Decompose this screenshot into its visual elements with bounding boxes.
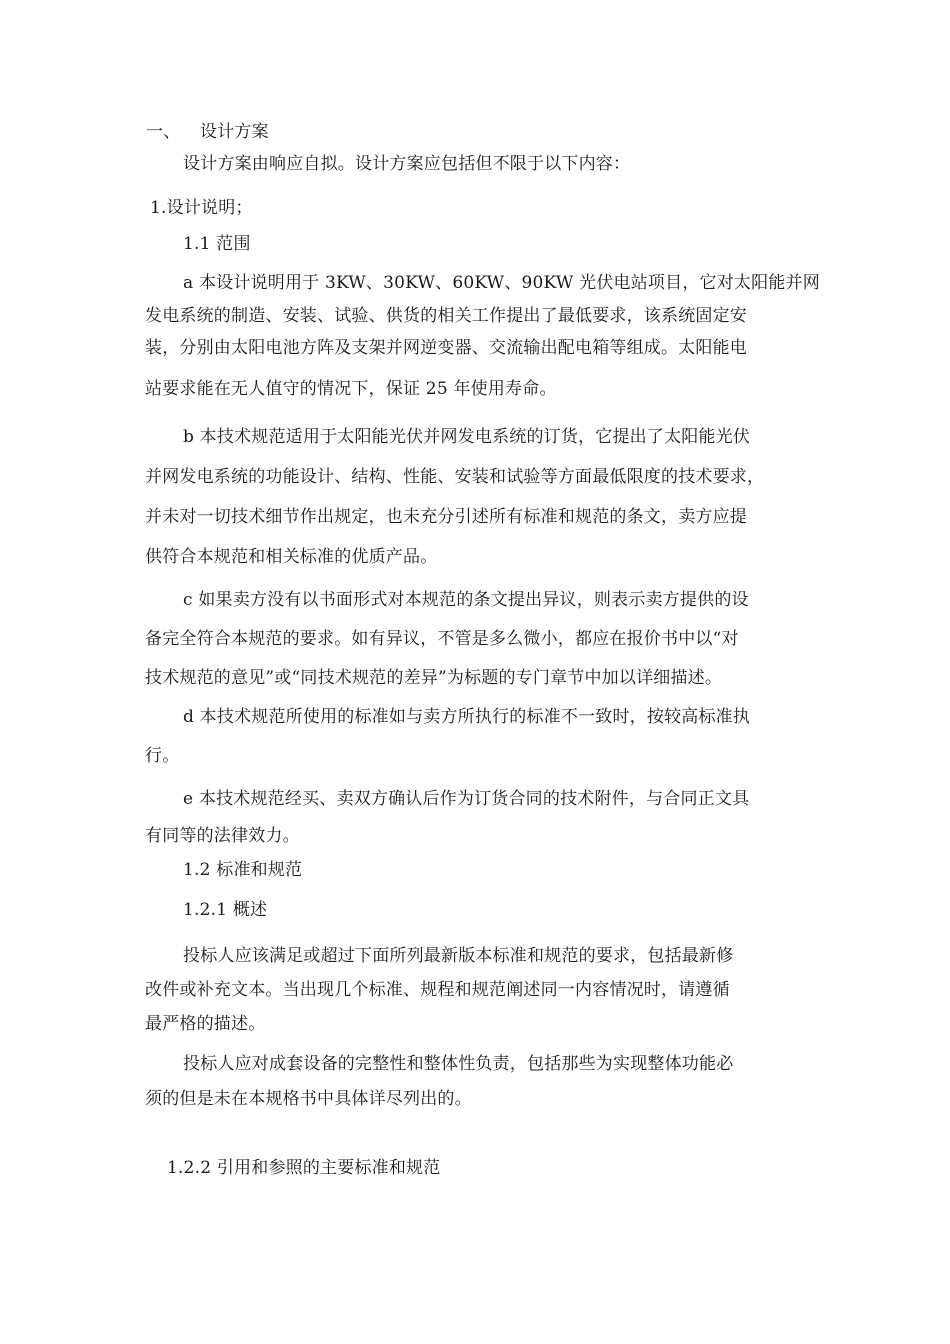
intro-text: 设计方案由响应自拟。设计方案应包括但不限于以下内容： — [183, 154, 631, 174]
section-heading — [146, 120, 269, 144]
paragraph-line: 行。 — [145, 746, 180, 766]
paragraph-line: 改件或补充文本。当出现几个标准、规程和规范阐述同一内容情况时，请遵循 — [145, 980, 730, 1000]
paragraph-line: 发电系统的制造、安装、试验、供货的相关工作提出了最低要求，该系统固定安 — [145, 306, 747, 326]
paragraph-line: a 本设计说明用于 3KW、30KW、60KW、90KW 光伏电站项目，它对太阳能并网 — [183, 273, 820, 293]
paragraph-line: 装，分别由太阳电池方阵及支架并网逆变器、交流输出配电箱等组成。太阳能电 — [145, 338, 747, 358]
paragraph-line: 站要求能在无人值守的情况下，保证 25 年使用寿命。 — [145, 379, 557, 399]
paragraph-line: 须的但是未在本规格书中具体详尽列出的。 — [145, 1089, 472, 1109]
paragraph-line: b 本技术规范适用于太阳能光伏并网发电系统的订货，它提出了太阳能光伏 — [183, 427, 751, 447]
subsection-1-2-heading: 1.2 标准和规范 — [183, 860, 303, 880]
paragraph-line: 最严格的描述。 — [145, 1014, 266, 1034]
subsection-1-2-1-heading: 1.2.1 概述 — [183, 900, 268, 920]
paragraph-line: 并未对一切技术细节作出规定，也未充分引述所有标准和规范的条文，卖方应提 — [145, 507, 747, 527]
paragraph-line: 投标人应对成套设备的完整性和整体性负责，包括那些为实现整体功能必 — [183, 1054, 734, 1074]
paragraph-line: c 如果卖方没有以书面形式对本规范的条文提出异议，则表示卖方提供的设 — [183, 590, 749, 610]
paragraph-line: 有同等的法律效力。 — [145, 826, 300, 846]
section-number: 一、 — [146, 122, 181, 142]
section-title: 设计方案 — [200, 122, 269, 142]
paragraph-line: e 本技术规范经买、卖双方确认后作为订货合同的技术附件，与合同正文具 — [183, 789, 750, 809]
paragraph-line: 技术规范的意见”或“同技术规范的差异”为标题的专门章节中加以详细描述。 — [145, 668, 723, 688]
subsection-1-1-heading: 1.1 范围 — [183, 234, 251, 254]
subsection-1-2-2-heading: 1.2.2 引用和参照的主要标准和规范 — [167, 1158, 441, 1178]
paragraph-line: 备完全符合本规范的要求。如有异议，不管是多么微小，都应在报价书中以“对 — [145, 629, 739, 649]
item-1-heading: 1.设计说明； — [150, 198, 253, 218]
paragraph-line: 投标人应该满足或超过下面所列最新版本标准和规范的要求，包括最新修 — [183, 946, 734, 966]
paragraph-line: 并网发电系统的功能设计、结构、性能、安装和试验等方面最低限度的技术要求， — [145, 467, 765, 487]
paragraph-line: d 本技术规范所使用的标准如与卖方所执行的标准不一致时，按较高标准执 — [183, 707, 751, 727]
paragraph-line: 供符合本规范和相关标准的优质产品。 — [145, 547, 438, 567]
